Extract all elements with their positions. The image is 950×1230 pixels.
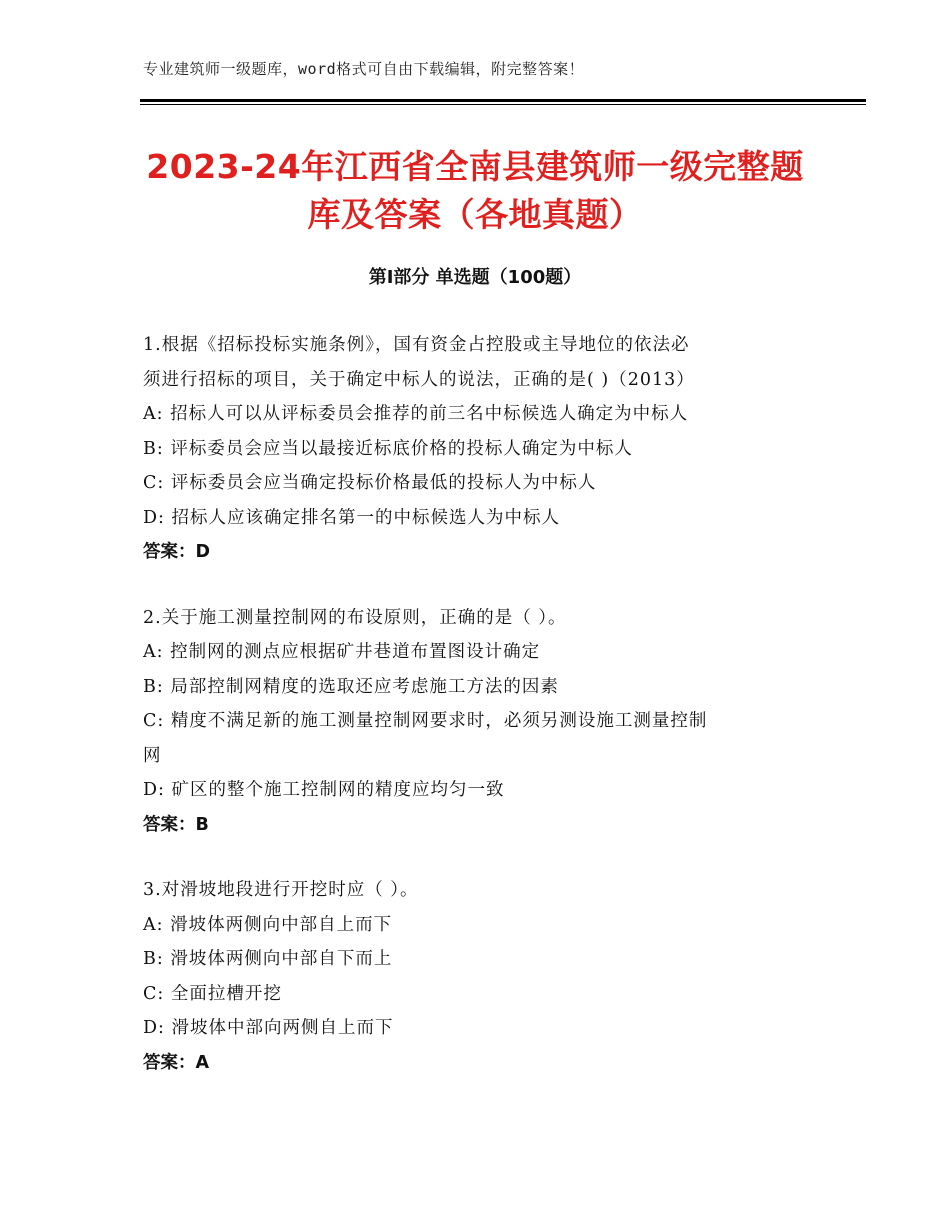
- question-list: [143, 328, 823, 1111]
- option-c: C: 精度不满足新的施工测量控制网要求时，必须另测设施工测量控制: [143, 711, 708, 731]
- option-c-continued: 网: [143, 745, 162, 766]
- option-c: C: 评标委员会应当确定投标价格最低的投标人为中标人: [143, 473, 597, 493]
- document-title-line-1: 2023-24年江西省全南县建筑师一级完整题: [146, 147, 804, 186]
- option-d: D: 矿区的整个施工控制网的精度应均匀一致: [143, 780, 505, 800]
- option-a: A: 滑坡体两侧向中部自上而下: [143, 914, 393, 935]
- question-stem: 1.根据《招标投标实施条例》，国有资金占控股或主导地位的依法必: [143, 335, 690, 355]
- document-title: [120, 143, 830, 239]
- header-divider-thin: [140, 104, 866, 105]
- question-1: [143, 328, 823, 570]
- option-c: C: 全面拉槽开挖: [143, 983, 282, 1004]
- answer-label: 答案：D: [143, 542, 211, 562]
- document-title-line-2: 库及答案（各地真题）: [307, 195, 643, 234]
- answer-label: 答案：B: [143, 814, 209, 835]
- question-stem: 3.对滑坡地段进行开挖时应（ ）。: [143, 880, 419, 900]
- option-d: D: 滑坡体中部向两侧自上而下: [143, 1018, 394, 1038]
- option-a: A: 控制网的测点应根据矿井巷道布置图设计确定: [143, 642, 541, 662]
- question-stem: 2.关于施工测量控制网的布设原则，正确的是（ ）。: [143, 607, 567, 628]
- header-note: 专业建筑师一级题库，word格式可自由下载编辑，附完整答案！: [143, 60, 585, 78]
- option-b: B: 滑坡体两侧向中部自下而上: [143, 949, 393, 969]
- option-b: B: 评标委员会应当以最接近标底价格的投标人确定为中标人: [143, 438, 633, 459]
- option-a: A: 招标人可以从评标委员会推荐的前三名中标候选人确定为中标人: [143, 404, 689, 424]
- answer-label: 答案：A: [143, 1052, 210, 1073]
- question-stem-continued: 须进行招标的项目，关于确定中标人的说法，正确的是( )（2013）: [143, 369, 695, 390]
- question-2: [143, 601, 823, 843]
- header-divider-thick: [140, 99, 866, 102]
- option-d: D: 招标人应该确定排名第一的中标候选人为中标人: [143, 507, 560, 528]
- option-b: B: 局部控制网精度的选取还应考虑施工方法的因素: [143, 676, 559, 697]
- section-heading: 第Ⅰ部分 单选题（100题）: [368, 267, 582, 288]
- question-3: [143, 873, 823, 1080]
